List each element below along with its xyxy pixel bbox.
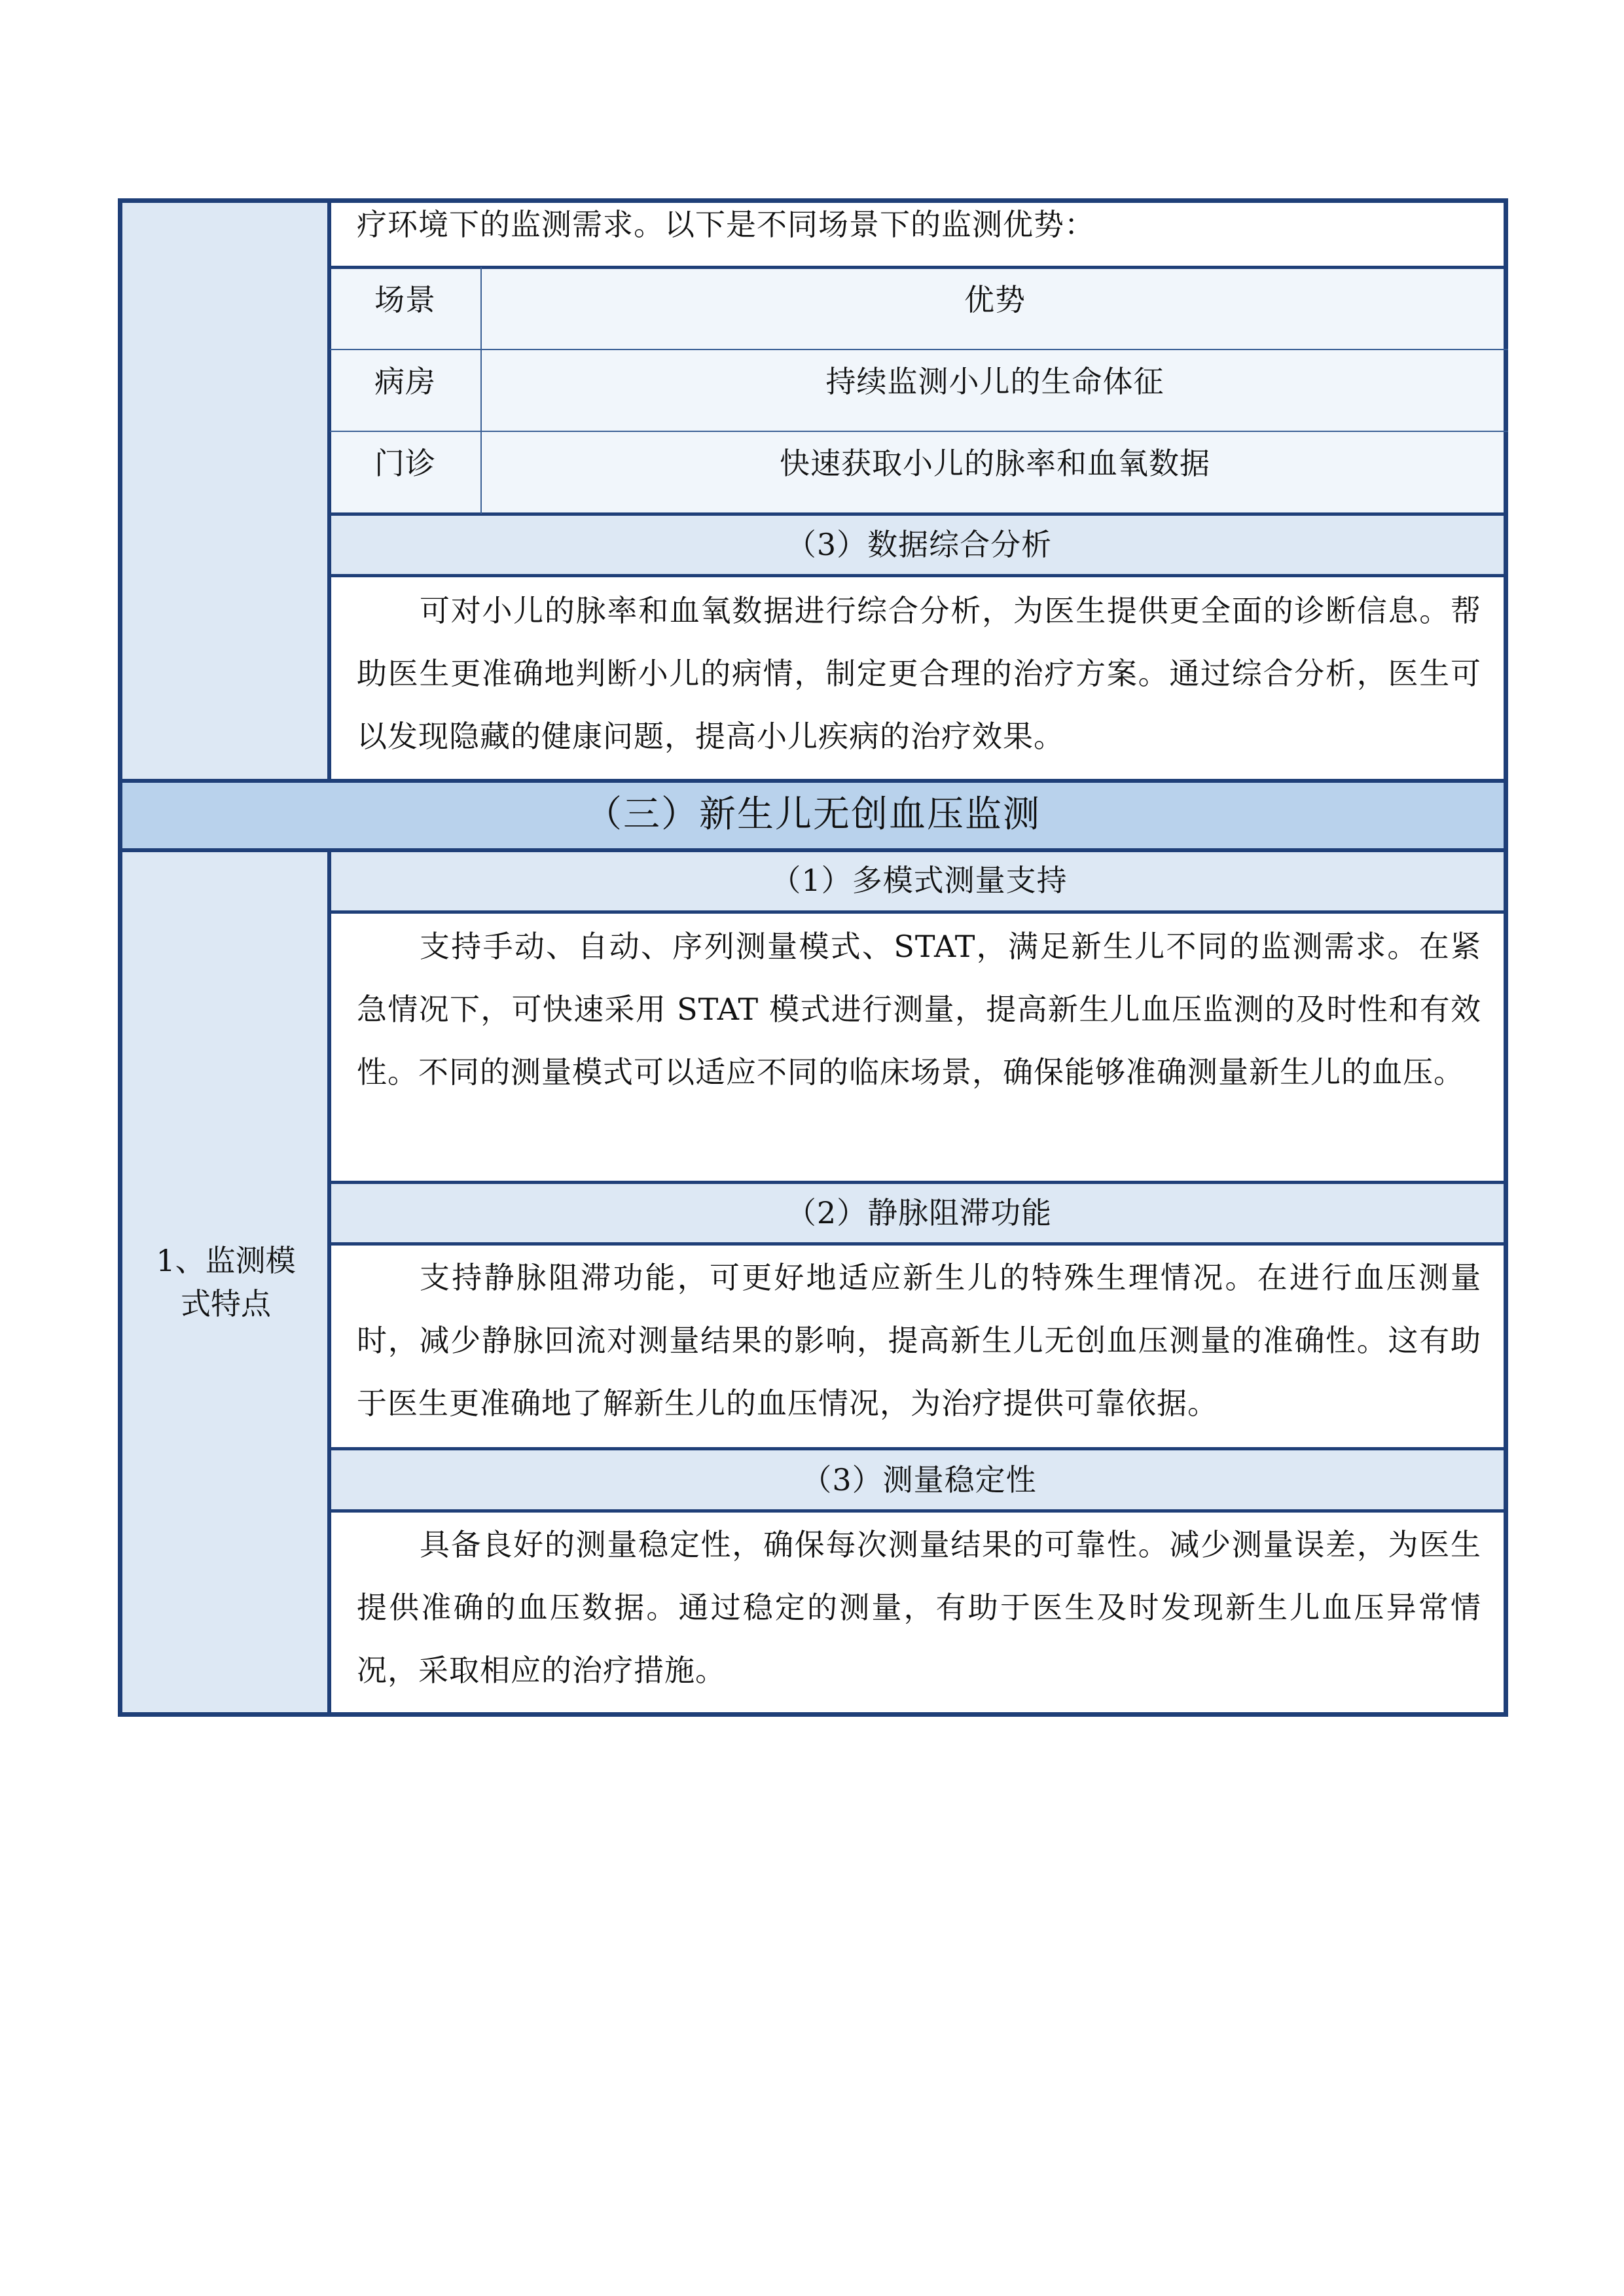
scene-table-cell-scene: 病房: [374, 364, 436, 399]
item-paragraph: 具备良好的测量稳定性，确保每次测量结果的可靠性。减少测量误差，为医生提供准确的血压数据。通过稳定的测量，有助于医生及时发现新生儿血压异常情况，采取相应的治疗措施。: [357, 1527, 1481, 1688]
scene-table-cell-scene: 门诊: [374, 446, 436, 481]
part1-paragraph: 可对小儿的脉率和血氧数据进行综合分析，为医生提供更全面的诊断信息。帮助医生更准确地判断小儿的病情，制定更合理的治疗方案。通过综合分析，医生可以发现隐藏的健康问题，提高小儿疾病的治疗效果。: [357, 593, 1481, 754]
scene-table-cell-advantage: 快速获取小儿的脉率和血氧数据: [780, 446, 1210, 481]
item-heading: （1）多模式测量支持: [770, 863, 1068, 898]
item-heading: （2）静脉阻滞功能: [785, 1195, 1053, 1230]
section-title: （三）新生儿无创血压监测: [585, 793, 1041, 836]
scene-table-header-advantage: 优势: [964, 282, 1026, 317]
item-heading: （3）测量稳定性: [801, 1462, 1037, 1498]
item-paragraph: 支持静脉阻滞功能，可更好地适应新生儿的特殊生理情况。在进行血压测量时，减少静脉回流对测量结果的影响，提高新生儿无创血压测量的准确性。这有助于医生更准确地了解新生儿的血压情况，为治疗提供可靠依据。: [357, 1260, 1481, 1421]
left-column-divider-bottom: [327, 850, 331, 1717]
scene-table-header-scene: 场景: [374, 282, 436, 317]
side-label: 1、监测模式特点: [156, 1243, 296, 1321]
intro-line: 疗环境下的监测需求。以下是不同场景下的监测优势：: [357, 207, 1095, 242]
item-paragraph: 支持手动、自动、序列测量模式、STAT，满足新生儿不同的监测需求。在紧急情况下，可快速采用 STAT 模式进行测量，提高新生儿血压监测的及时性和有效性。不同的测量模式可以适应不同的临床场景，确保能够准确测量新生儿的血压。: [357, 929, 1481, 1090]
part1-heading: （3）数据综合分析: [785, 527, 1053, 562]
scene-table-cell-advantage: 持续监测小儿的生命体征: [825, 364, 1164, 399]
